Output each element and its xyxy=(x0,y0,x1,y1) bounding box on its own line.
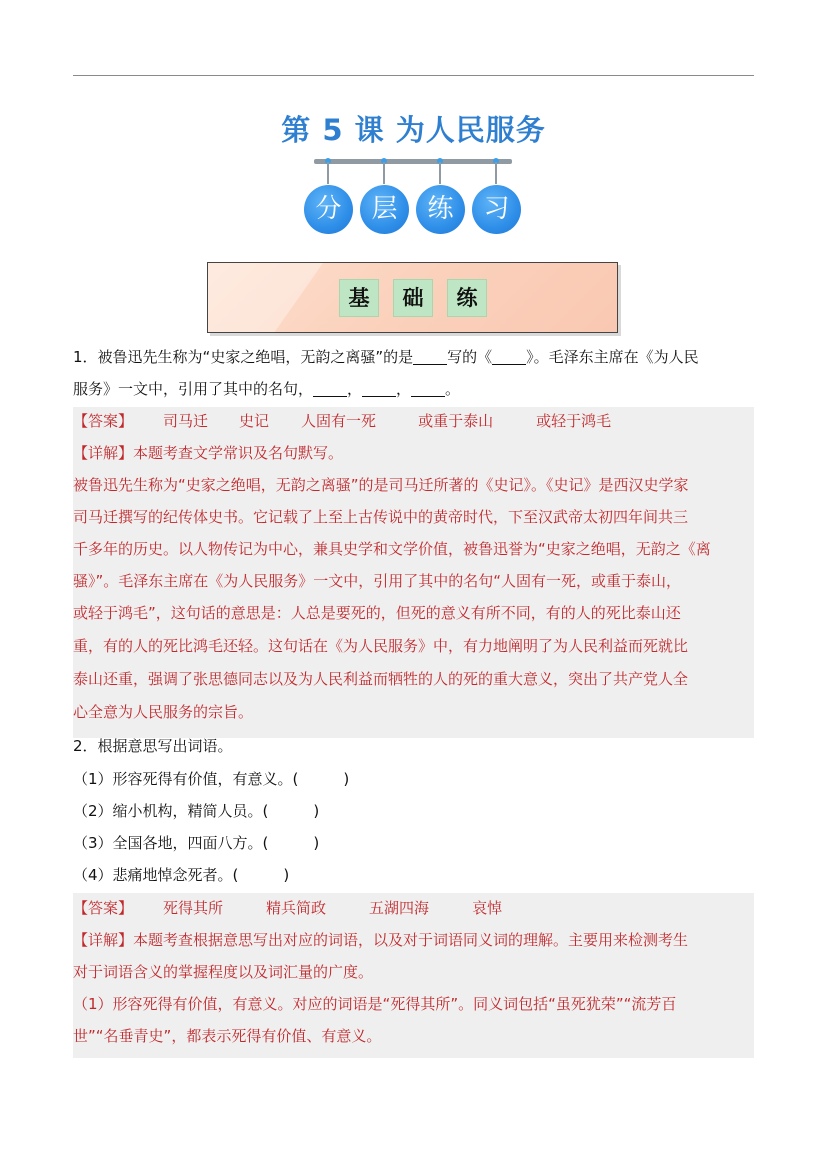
q2-item: （2）缩小机构，精简人员。( ) xyxy=(73,802,320,820)
answer-label: 【答案】 xyxy=(73,899,134,917)
answer-value: 或重于泰山 xyxy=(418,412,494,430)
q1-text: 1．被鲁迅先生称为“史家之绝唱，无韵之离骚”的是 xyxy=(73,348,414,366)
practice-badge-ceng: 层 xyxy=(360,185,409,234)
q1-detail-intro xyxy=(73,437,763,469)
q2-item: （3）全国各地，四面八方。( ) xyxy=(73,834,320,852)
answer-value: 史记 xyxy=(239,412,270,430)
answer-value: 哀悼 xyxy=(472,899,503,917)
q2-stem: 2．根据意思写出词语。 xyxy=(73,737,233,755)
banner-char: 基 xyxy=(339,279,379,317)
answer-value: 人固有一死 xyxy=(301,412,377,430)
answer-value: 司马迁 xyxy=(163,412,209,430)
title-rail xyxy=(314,159,512,164)
q1-detail-line: 心全意为人民服务的宗旨。 xyxy=(73,703,254,721)
q2-detail-line: （1）形容死得有价值，有意义。对应的词语是“死得其所”。同义词包括“虽死犹荣”“流芳百 xyxy=(73,995,677,1013)
q1-detail-line: 骚》”。毛泽东主席在《为人民服务》一文中，引用了其中的名句“人固有一死，或重于泰山， xyxy=(73,572,682,590)
q2-detail-line: 对于词语含义的掌握程度以及词汇量的广度。 xyxy=(73,963,374,981)
answer-value: 精兵简政 xyxy=(266,899,327,917)
q1-text: 服务》一文中，引用了其中的名句， xyxy=(73,380,314,398)
header-rule xyxy=(73,75,754,76)
banner-char: 练 xyxy=(447,279,487,317)
answer-label: 【答案】 xyxy=(73,412,134,430)
rail-stem xyxy=(327,162,329,184)
lesson-title: 第 5 课 为人民服务 xyxy=(281,113,546,147)
rail-stem xyxy=(495,162,497,184)
q1-detail-line: 或轻于鸿毛”，这句话的意思是：人总是要死的，但死的意义有所不同，有的人的死比泰山还 xyxy=(73,604,681,622)
punct: ， xyxy=(396,380,412,398)
rail-stem xyxy=(383,162,385,184)
q1-detail-line: 泰山还重，强调了张思德同志以及为人民利益而牺牲的人的死的重大意义，突出了共产党人全 xyxy=(73,670,689,688)
q1-line-2 xyxy=(73,373,763,405)
q2-item: （4）悲痛地悼念死者。( ) xyxy=(73,866,290,884)
section-banner xyxy=(207,262,618,333)
punct: 。 xyxy=(445,380,461,398)
practice-badge-lian: 练 xyxy=(416,185,465,234)
detail-label: 【详解】 xyxy=(73,444,134,462)
punct: ， xyxy=(347,380,363,398)
q1-detail-line: 司马迁撰写的纪传体史书。它记载了上至上古传说中的黄帝时代，下至汉武帝太初四年间共三 xyxy=(73,508,689,526)
answer-blank[interactable] xyxy=(411,378,445,397)
answer-value: 死得其所 xyxy=(163,899,224,917)
q2-item: （1）形容死得有价值，有意义。( ) xyxy=(73,770,350,788)
answer-blank[interactable] xyxy=(362,378,396,397)
q1-detail-line: 被鲁迅先生称为“史家之绝唱，无韵之离骚”的是司马迁所著的《史记》。《史记》是西汉史学家 xyxy=(73,476,689,494)
q1-detail-line: 千多年的历史。以人物传记为中心，兼具史学和文学价值，被鲁迅誉为“史家之绝唱，无韵之《离 xyxy=(73,540,711,558)
q1-detail-line: 重，有的人的死比鸿毛还轻。这句话在《为人民服务》中，有力地阐明了为人民利益而死就比 xyxy=(73,637,689,655)
q1-line-1 xyxy=(73,341,763,373)
q2-answer-line xyxy=(73,892,763,924)
answer-blank[interactable] xyxy=(413,346,447,365)
practice-badge-xi: 习 xyxy=(472,185,521,234)
q1-answer-line xyxy=(73,405,763,437)
q2-detail-line: 世”“名垂青史”，都表示死得有价值、有意义。 xyxy=(73,1027,382,1045)
rail-stem xyxy=(439,162,441,184)
answer-blank[interactable] xyxy=(492,346,526,365)
detail-text: 本题考查文学常识及名句默写。 xyxy=(133,444,344,462)
banner-char: 础 xyxy=(393,279,433,317)
q2-detail-line xyxy=(73,924,763,956)
answer-value: 五湖四海 xyxy=(369,899,430,917)
answer-blank[interactable] xyxy=(313,378,347,397)
detail-text: 本题考查根据意思写出对应的词语，以及对于词语同义词的理解。主要用来检测考生 xyxy=(133,931,689,949)
detail-label: 【详解】 xyxy=(73,931,134,949)
answer-value: 或轻于鸿毛 xyxy=(536,412,612,430)
q1-text: 》。毛泽东主席在《为人民 xyxy=(526,348,699,366)
practice-badge-fen: 分 xyxy=(304,185,353,234)
q1-text: 写的《 xyxy=(447,348,493,366)
